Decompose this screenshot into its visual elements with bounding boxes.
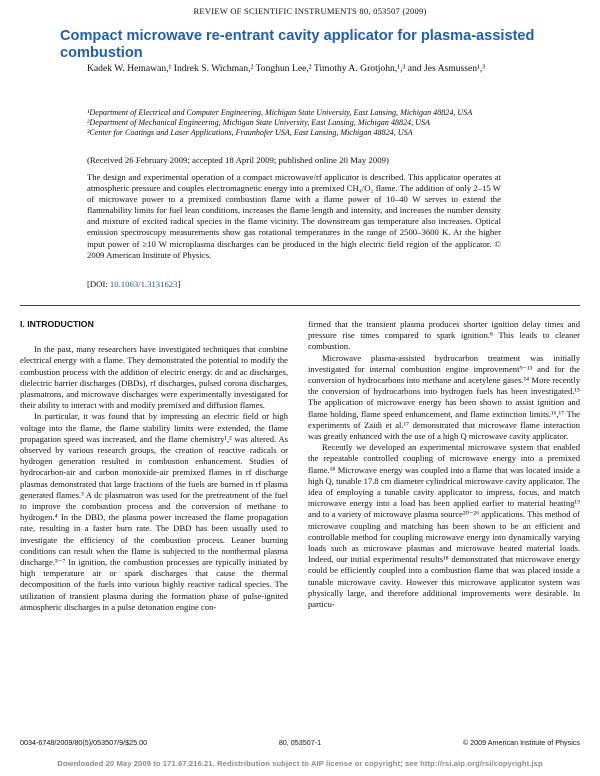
footer-page-number: 80, 053507-1	[278, 738, 322, 747]
affiliations	[87, 108, 527, 138]
left-column	[20, 319, 288, 613]
right-column	[308, 319, 580, 610]
doi-line	[87, 279, 180, 289]
body-paragraph: In the past, many researchers have investigated techniques that combine electrical energy with a flame. They demonstrated the potential to modify the combustion process with the addition of electric energy. dc and ac discharges, dielectric barrier discharges (DBDs), rf discharges, pulsed corona discharges, plasmatrons, and microwave discharges were experimentally investigated for their ability to interact with and modify premixed and diffusion flames.	[20, 344, 288, 411]
running-head: REVIEW OF SCIENTIFIC INSTRUMENTS 80, 053507 (2009)	[193, 6, 427, 16]
doi-link[interactable]: 10.1063/1.3131623	[109, 279, 178, 289]
affiliation-1: ¹Department of Electrical and Computer Engineering, Michigan State University, East Lansing, Michigan 48824, USA	[87, 108, 473, 117]
footer-issn: 0034-6748/2009/80(5)/053507/9/$25.00	[20, 738, 148, 747]
body-paragraph: Recently we developed an experimental microwave system that enabled the repeatable controlled coupling of microwave energy into a premixed flame.¹⁸ Microwave energy was coupled into a flame that was located inside a high Q, tunable 17.8 cm diameter cylindrical microwave cavity applicator. The idea of employing a tunable cavity applicator to impress, focus, and match microwave energy into a load has been applied earlier to material heating¹⁹ and to a variety of microwave plasma source²⁰⁻²⁶ applications. This method of microwave coupling and matching has been shown to be an efficient and controllable method for coupling microwave energy into dynamically varying loads such as microwave plasmas and microwave heated material loads. Indeed, our initial experimental results¹⁸ demonstrated that microwave energy could be efficiently coupled into a combustion flame that was placed inside a tunable microwave cavity. However this microwave applicator system was physically large, and therefore additional improvements were desirable. In particu-	[308, 442, 580, 610]
footer-copyright: © 2009 American Institute of Physics	[462, 738, 580, 747]
download-notice: Downloaded 20 May 2009 to 171.67.216.21. Redistribution subject to AIP license or copyright; see http://rsi.aip.org/rsi/copyright.jsp	[57, 759, 543, 768]
received-dates: (Received 26 February 2009; accepted 18 April 2009; published online 20 May 2009)	[87, 155, 389, 165]
affiliation-3: ³Center for Coatings and Laser Applications, Fraunhofer USA, East Lansing, Michigan 48824, USA	[87, 128, 413, 137]
doi-suffix: ]	[177, 279, 181, 289]
abstract: The design and experimental operation of a compact microwave/rf applicator is described. This applicator operates at atmospheric pressure and couples electromagnetic energy into a premixed CH₄/O₂ flame. The addition of only 2–15 W of microwave power to a premixed combustion flame with a flame power of 10–40 W serves to extend the flammability limits for fuel lean conditions, increases the flame length and intensity, and increases the number density and mixture of excited radical species in the flame vicinity. The downstream gas temperature also increases. Optical emission spectroscopy measurements show gas rotational temperatures in the range of 2500–3600 K. At the higher input power of ≥10 W microplasma discharges can be produced in the high electric field region of the applicator. © 2009 American Institute of Physics.	[87, 172, 501, 260]
affiliation-2: ²Department of Mechanical Engineering, Michigan State University, East Lansing, Michigan 48824, USA	[87, 118, 430, 127]
header-divider	[20, 305, 580, 306]
body-paragraph: firmed that the transient plasma produces shorter ignition delay times and pressure rise times compared to spark ignition.⁸ This leads to cleaner combustion.	[308, 319, 580, 352]
body-paragraph: In particular, it was found that by impressing an electric field or high voltage into the flame, the flame stability limits were extended, the flame propagation speed was increased, and the flame chemistry¹,² was altered. As observed by various research groups, the creation of reactive radicals or hydrogen generation resulted in combustion enhancement. Studies of hydrocarbon-air and carbon monoxide-air premixed flames in rf discharge plasmas demonstrated that large fractions of the fuels are burned in rf plasma generated flames.³ A dc plasmatron was used for the pretreatment of the fuel to improve the combustion process and the conversion of methane to hydrogen.⁴ In the DBD, the plasma power increased the flame propagation rate, resulting in a faster burn rate. The DBD has been usually used to investigate the efficiency of the combustion process. Leaner burning conditions can result when the flame is subjected to the nonthermal plasma discharge.⁵⁻⁷ In ignition, the combustion processes are typically initiated by high temperature air or spark discharges that cause the thermal decomposition of the fuels into various highly reactive radical species. The utilization of transient plasma during the formation phase of pulse-ignited atmospheric discharges in a pulse detonation engine con-	[20, 411, 288, 612]
article-title: Compact microwave re-entrant cavity applicator for plasma-assisted combustion	[60, 28, 535, 61]
section-heading: I. INTRODUCTION	[20, 319, 94, 329]
doi-prefix: [DOI:	[87, 279, 110, 289]
body-paragraph: Microwave plasma-assisted hydrocarbon treatment was initially investigated for internal combustion engine improvement⁹⁻¹³ and for the conversion of hydrocarbons into methane and acetylene gases.¹⁴ More recently the conversion of hydrocarbons into hydrogen fuels has been investigated.¹⁵ The application of microwave energy has been shown to assist ignition and flame holding, flame speed enhancement, and flame extinction limits.¹⁶,¹⁷ The experiments of Zaidi et al.¹⁷ demonstrated that microwave flame interaction was greatly enhanced with the use of a high Q microwave cavity applicator.	[308, 352, 580, 442]
author-list: Kadek W. Hemawan,¹ Indrek S. Wichman,² Tonghun Lee,² Timothy A. Grotjohn,¹,³ and Jes Asmussen¹,³	[87, 63, 486, 74]
